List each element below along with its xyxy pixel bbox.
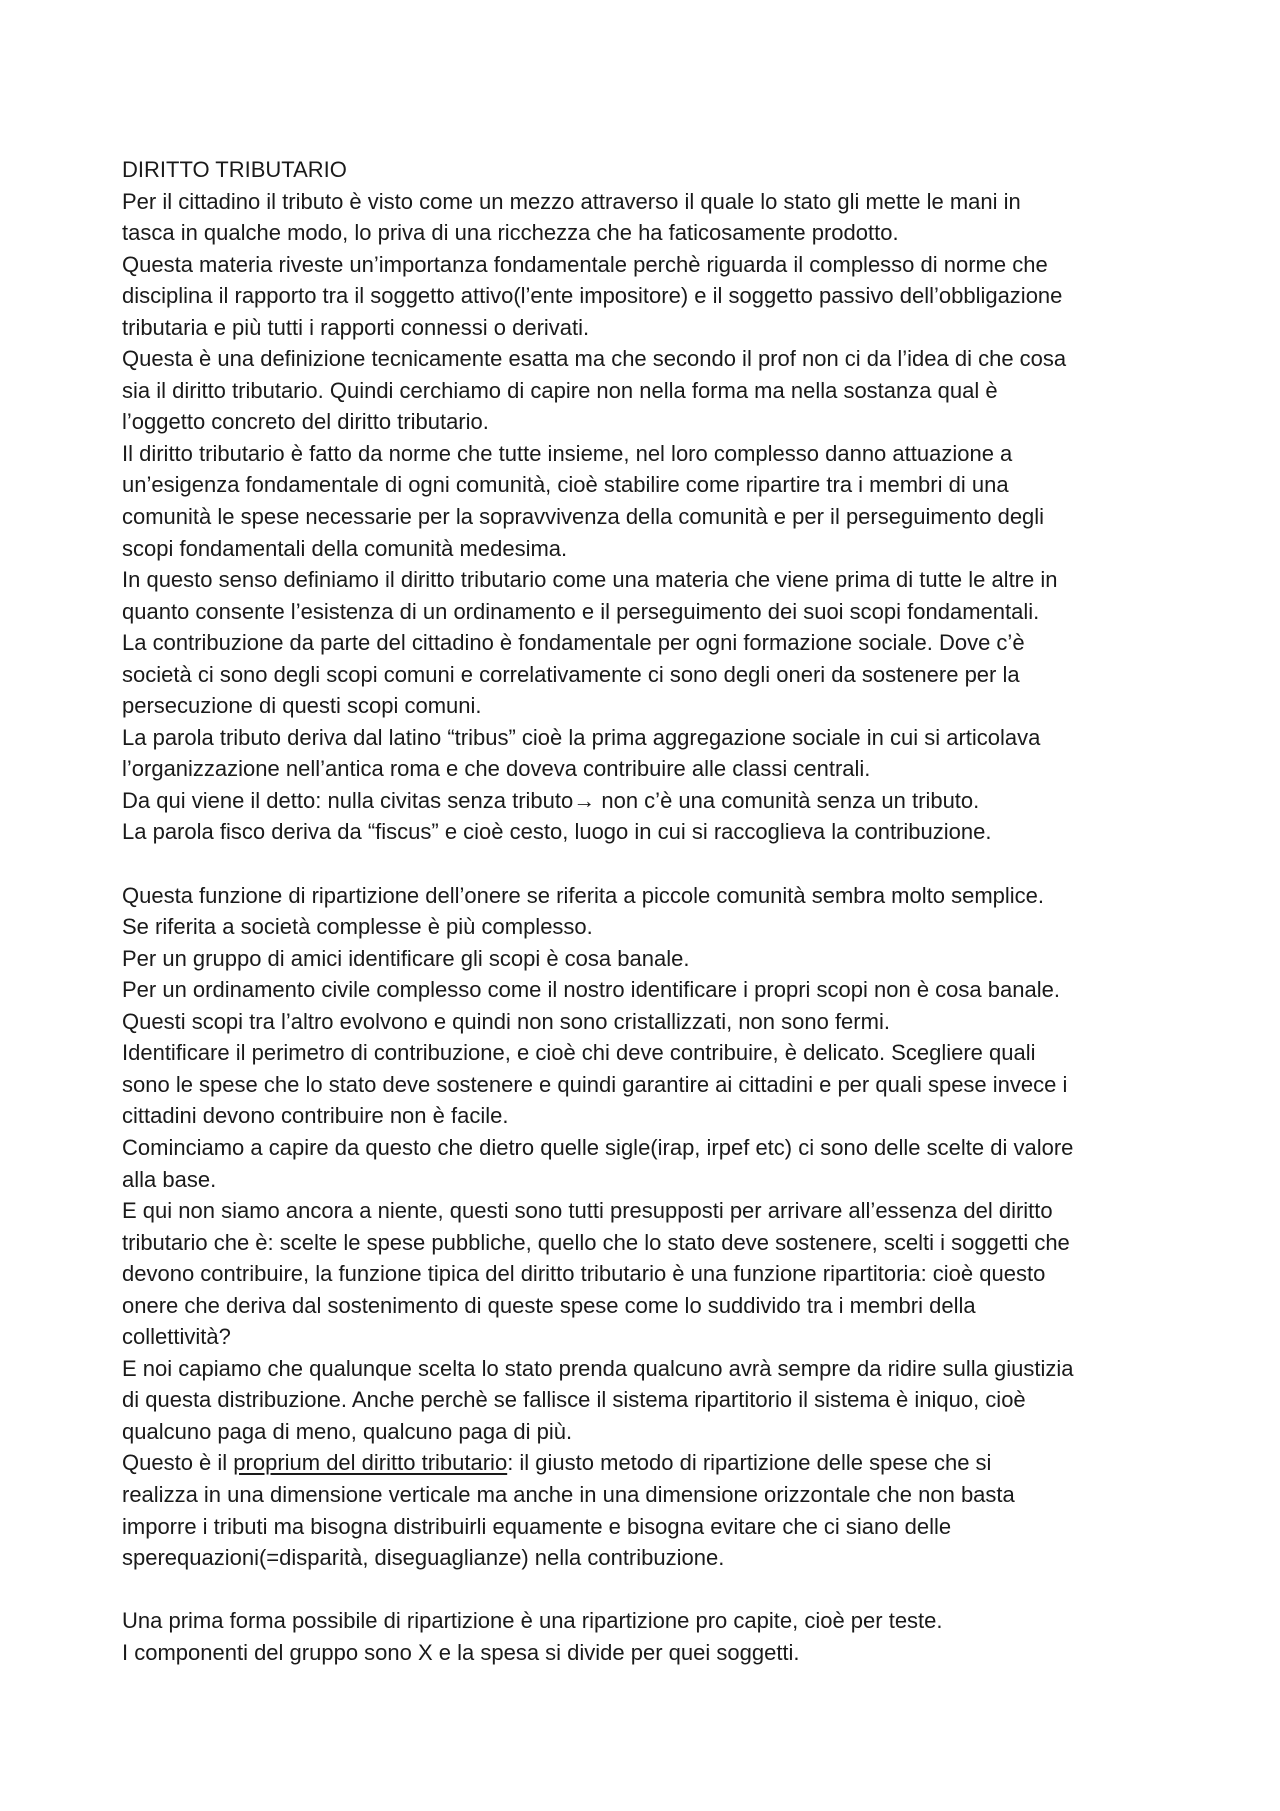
text-line: quanto consente l’esistenza di un ordinamento e il perseguimento dei suoi scopi fondamentali. — [122, 598, 1040, 624]
text-line: In questo senso definiamo il diritto tributario come una materia che viene prima di tutte le altre in — [122, 567, 1058, 593]
text-line: società ci sono degli scopi comuni e correlativamente ci sono degli oneri da sostenere per la — [122, 661, 1020, 687]
text-line: tributario che è: scelte le spese pubbliche, quello che lo stato deve sostenere, scelti i soggetti che — [122, 1229, 1070, 1255]
document-title: DIRITTO TRIBUTARIO — [122, 157, 347, 182]
text-line: Per un ordinamento civile complesso come il nostro identificare i propri scopi non è cosa banale. — [122, 977, 1060, 1003]
text-line: Se riferita a società complesse è più complesso. — [122, 914, 593, 940]
text-line: qualcuno paga di meno, qualcuno paga di più. — [122, 1418, 573, 1444]
proprium-before: Questo è il — [122, 1450, 234, 1476]
text-line: Cominciamo a capire da questo che dietro quelle sigle(irap, irpef etc) ci sono delle scelte di valore — [122, 1134, 1074, 1160]
text-line: alla base. — [122, 1166, 217, 1192]
text-line: tasca in qualche modo, lo priva di una ricchezza che ha faticosamente prodotto. — [122, 220, 899, 246]
text-line: I componenti del gruppo sono X e la spesa si divide per quei soggetti. — [122, 1639, 800, 1665]
text-line: Questa funzione di ripartizione dell’onere se riferita a piccole comunità sembra molto semplice. — [122, 882, 1045, 908]
text-line: scopi fondamentali della comunità medesima. — [122, 535, 568, 561]
text-line: imporre i tributi ma bisogna distribuirli equamente e bisogna evitare che ci siano delle — [122, 1513, 952, 1539]
proprium-underlined: proprium del diritto tributario — [233, 1450, 508, 1476]
text-line: sperequazioni(=disparità, diseguaglianze) nella contribuzione. — [122, 1545, 725, 1571]
blank-line — [122, 1574, 1162, 1606]
proprium-line — [122, 1447, 1162, 1479]
text-line: Una prima forma possibile di ripartizione è una ripartizione pro capite, cioè per teste. — [122, 1608, 943, 1634]
text-line: Per un gruppo di amici identificare gli scopi è cosa banale. — [122, 945, 690, 971]
text-line: Questa materia riveste un’importanza fondamentale perchè riguarda il complesso di norme che — [122, 251, 1048, 277]
text-line: tributaria e più tutti i rapporti connessi o derivati. — [122, 314, 590, 340]
text-line: l’oggetto concreto del diritto tributario. — [122, 409, 489, 435]
text-line: Il diritto tributario è fatto da norme che tutte insieme, nel loro complesso danno attuazione a — [122, 440, 1013, 466]
text-line: Identificare il perimetro di contribuzione, e cioè chi deve contribuire, è delicato. Scegliere quali — [122, 1040, 1036, 1066]
text-line: l’organizzazione nell’antica roma e che doveva contribuire alle classi centrali. — [122, 756, 871, 782]
text-line: La contribuzione da parte del cittadino è fondamentale per ogni formazione sociale. Dove c’è — [122, 630, 1025, 656]
text-line: comunità le spese necessarie per la sopravvivenza della comunità e per il perseguimento degli — [122, 504, 1045, 530]
text-line: sia il diritto tributario. Quindi cerchiamo di capire non nella forma ma nella sostanza qual è — [122, 377, 998, 403]
text-line: persecuzione di questi scopi comuni. — [122, 693, 482, 719]
text-line: Questi scopi tra l’altro evolvono e quindi non sono cristallizzati, non sono fermi. — [122, 1008, 890, 1034]
text-line: realizza in una dimensione verticale ma anche in una dimensione orizzontale che non basta — [122, 1481, 1015, 1507]
text-line: di questa distribuzione. Anche perchè se fallisce il sistema ripartitorio il sistema è iniquo, cioè — [122, 1387, 1026, 1413]
text-line: cittadini devono contribuire non è facile. — [122, 1103, 509, 1129]
text-line: Questa è una definizione tecnicamente esatta ma che secondo il prof non ci da l’idea di che cosa — [122, 346, 1067, 372]
text-line: onere che deriva dal sostenimento di queste spese come lo suddivido tra i membri della — [122, 1292, 976, 1318]
text-line: Da qui viene il detto: nulla civitas senza tributo→ non c’è una comunità senza un tributo. — [122, 787, 980, 813]
text-line: E qui non siamo ancora a niente, questi sono tutti presupposti per arrivare all’essenza del diritto — [122, 1198, 1053, 1224]
text-line: collettività? — [122, 1324, 231, 1350]
text-line: sono le spese che lo stato deve sostenere e quindi garantire ai cittadini e per quali spese invece i — [122, 1071, 1068, 1097]
text-line: un’esigenza fondamentale di ogni comunità, cioè stabilire come ripartire tra i membri di una — [122, 472, 1009, 498]
proprium-after: : il giusto metodo di ripartizione delle spese che si — [507, 1450, 992, 1476]
text-line: Per il cittadino il tributo è visto come un mezzo attraverso il quale lo stato gli mette le mani in — [122, 188, 1021, 214]
document-body — [122, 154, 1162, 1668]
text-line: La parola fisco deriva da “fiscus” e cioè cesto, luogo in cui si raccoglieva la contribuzione. — [122, 819, 992, 845]
blank-line — [122, 848, 1162, 880]
text-line: E noi capiamo che qualunque scelta lo stato prenda qualcuno avrà sempre da ridire sulla giustizia — [122, 1355, 1074, 1381]
text-line: devono contribuire, la funzione tipica del diritto tributario è una funzione ripartitoria: cioè questo — [122, 1261, 1046, 1287]
text-line: disciplina il rapporto tra il soggetto attivo(l’ente impositore) e il soggetto passivo dell’obbligazione — [122, 283, 1063, 309]
text-line: La parola tributo deriva dal latino “tribus” cioè la prima aggregazione sociale in cui si articolava — [122, 724, 1041, 750]
